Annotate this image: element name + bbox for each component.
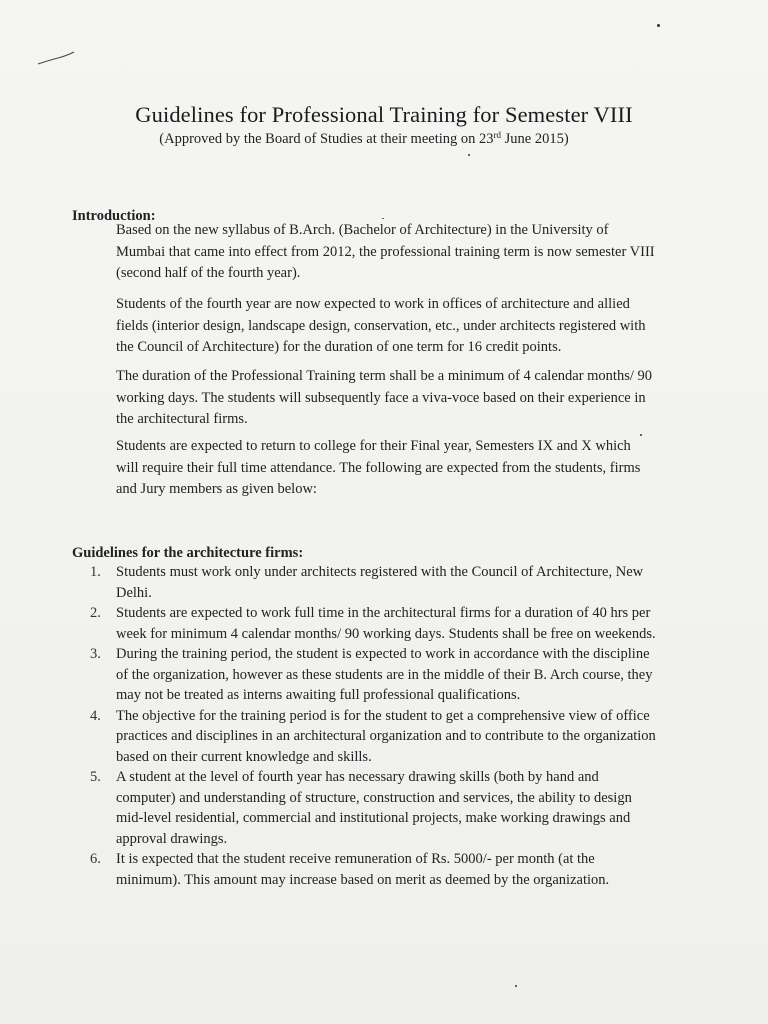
list-item (90, 644, 660, 706)
subtitle-text-end: June 2015) (501, 131, 569, 147)
approval-subtitle (0, 131, 728, 148)
subtitle-superscript: rd (493, 130, 502, 140)
firm-guidelines-list (90, 562, 660, 890)
subtitle-text: (Approved by the Board of Studies at their meeting on 23 (159, 131, 494, 147)
list-item-text: It is expected that the student receive remuneration of Rs. 5000/- per month (at the minimum). This amount may increase based on merit as deemed by the organization. (116, 851, 610, 888)
list-item-text: Students must work only under architects registered with the Council of Architecture, New Delhi. (116, 564, 644, 601)
intro-paragraph: Students are expected to return to college for their Final year, Semesters IX and X which will require their full time attendance. The following are expected from the students, firms and Jury members as given below: (116, 438, 641, 497)
list-item (90, 706, 660, 768)
list-item-text: The objective for the training period is for the student to get a comprehensive view of office practices and disciplines in an architectural organization and to contribute to the organization based on their current knowledge and skills. (116, 707, 656, 765)
list-item-text: Students are expected to work full time in the architectural firms for a duration of 40 hrs per week for minimum 4 calendar months/ 90 working days. Students shall be free on weekends. (116, 605, 656, 642)
list-number: 4. (90, 707, 101, 724)
scan-speck (515, 985, 517, 987)
list-item (90, 849, 660, 890)
firm-guidelines-heading: Guidelines for the architecture firms: (72, 545, 304, 561)
intro-paragraph: Students of the fourth year are now expected to work in offices of architecture and allied fields (interior design, landscape design, conservation, etc., under architects registered with the Council of Architecture) for the duration of one term for 16 credit points. (116, 296, 646, 355)
intro-paragraph: The duration of the Professional Training term shall be a minimum of 4 calendar months/ 90 working days. The students will subsequently face a viva-voce based on their experience in the architectural firms. (116, 368, 653, 427)
list-item (90, 767, 660, 849)
list-number: 2. (90, 605, 101, 621)
list-item-text: During the training period, the student is expected to work in accordance with the discipline of the organization, however as these students are in the middle of their B. Arch course, they may not be treated as interns awaiting full professional qualifications. (116, 646, 653, 703)
scan-speck (468, 154, 470, 156)
scan-speck (657, 24, 660, 27)
page-title: Guidelines for Professional Training for Semester VIII (135, 102, 633, 127)
list-number: 3. (90, 646, 101, 662)
scan-speck (382, 218, 384, 219)
intro-paragraph: Based on the new syllabus of B.Arch. (Bachelor of Architecture) in the University of Mumbai that came into effect from 2012, the professional training term is now semester VIII (second half of the fourth year). (116, 222, 655, 281)
list-number: 1. (90, 564, 101, 580)
list-item (90, 603, 660, 644)
list-number: 6. (90, 851, 101, 867)
list-number: 5. (90, 769, 101, 785)
pen-mark (36, 48, 76, 68)
introduction-heading: Introduction: (72, 208, 156, 224)
list-item (90, 562, 660, 603)
list-item-text: A student at the level of fourth year has necessary drawing skills (both by hand and computer) and understanding of structure, construction and services, the ability to design mid-level residential, commercial and institutional projects, make working drawings and approval drawings. (116, 769, 632, 847)
